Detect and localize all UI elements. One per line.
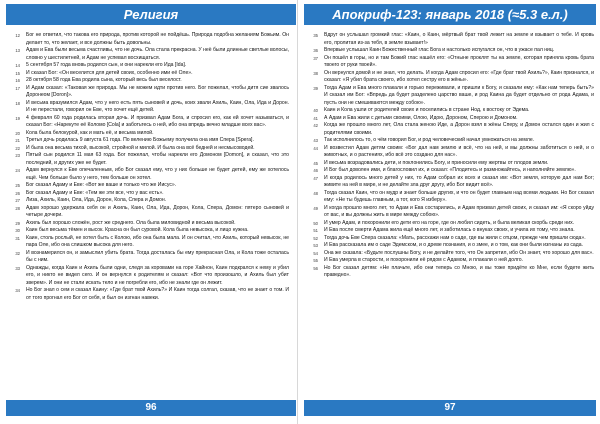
verse: [313, 174, 594, 190]
verse: [313, 47, 594, 55]
verse-number: 24: [15, 168, 20, 173]
verse-text: Он пошёл в горы, но и там Божий глас нашёл его: «Отныне проклят ты на земле, которая приняла кровь брата твоего от руки твоей».: [324, 54, 594, 68]
verse-number: 46: [313, 168, 318, 173]
verse-text: И весьма возрадовались дети, и поклонились Богу, и приносили ему жертвы от плодов земли.: [324, 159, 549, 166]
verse-number: 18: [15, 100, 20, 106]
verse-text: Так исполнилось то, о чём говорил Бог, и род человеческий начал умножаться на земле.: [324, 137, 535, 143]
verse-number: 38: [313, 70, 318, 76]
verse-text: Тогда сказал Каин, что он мудр и знает больше других, и что он будет главным над всеми людьми. Но Бог сказал ему: «Не ты будешь главным, а тот, кого Я изберу».: [324, 189, 594, 203]
verse-text: Кола была белокурой, как и мать её, и весьма милой.: [26, 129, 154, 136]
verse: [15, 144, 289, 153]
verse-number: 45: [313, 160, 318, 166]
verse: [15, 249, 289, 265]
verse-number: 42: [313, 123, 318, 128]
right-page: [302, 0, 600, 424]
verse-text: Адам хорошо удержала себя он и Ахиль, Каин, Ола, Ида, Дорон, Кола, Спера, Домон: пятеро сыновей и четыре дочери.: [26, 204, 289, 218]
verse-number: 52: [313, 235, 318, 241]
verse-text: Но Бог знал о сем и сказал Каину: «Где брат твой Ахиль?» И Каин тогда солгал, сказав, что не знает о том. И от того прогнал его Бог от себя, и был он изгнан навеки.: [26, 287, 289, 301]
page-header: [304, 4, 596, 25]
verse-text: А Адам и Ева жили с детьми своими, Олою, Идою, Дороном, Сперою и Домоном.: [324, 114, 518, 121]
verse-number: 12: [15, 33, 20, 38]
verse-text: Бог не ответил, что такова его природа, против которой не пойдёшь. Природа подобна желаниям Божьим. Он делает то, что желает, и все должны быть довольны.: [26, 32, 289, 46]
verse: [313, 69, 594, 85]
page-footer: [304, 400, 596, 416]
verse: [15, 189, 289, 198]
verse-number: 48: [313, 190, 318, 196]
verse-list: [15, 32, 289, 302]
verse-number: 29: [15, 220, 20, 226]
header-title: Апокриф-123: январь 2018 (≈5.3 е.л.): [332, 7, 568, 22]
verse: [15, 234, 289, 250]
verse-number: 17: [15, 85, 20, 91]
verse-text: Каин был весьма тёмен и высок. Красна он был суровой. Кола была невысока, и лицо нужна.: [26, 227, 249, 233]
verse-text: И умер Адам, и похоронили его дети его на горе, где он любил сидеть, и была великая скорбь среди них.: [324, 219, 575, 226]
verse: [313, 234, 594, 243]
verse-text: И Бог был доволен ими, и благословил их, и сказал: «Плодитесь и размножайтесь, и наполняйте землю».: [324, 167, 576, 173]
verse-text: И возвестил Адам детям своим: «Бог дал нам землю и всё, что на ней, и мы должны заботиться о ней, и о животных, и о растениях, ибо всё это создано для нас».: [324, 144, 594, 158]
verse-text: Тогда дочь Еве Спера сказала: «Мать, расскажи нам о саде, где вы жили с отцом, прежде чем пришли сюда».: [324, 234, 586, 241]
verse-text: Каин, столь рослый, не хотел быть с Колою, ибо она была мала. И он считал, что Ахиль, который невысок, не пара Оле, ибо она слишком высока для него.: [26, 234, 289, 248]
verse-text: Третья дочь родилась 9 августа 61 года. По велению Божьему получила она имя Спера [Spera].: [26, 137, 254, 143]
verse: [313, 167, 594, 175]
verse: [15, 204, 289, 220]
page-number: 96: [145, 402, 157, 413]
verse-text: 4 февраля 60 года родилась вторая дочь. И призвал Адам Бога, и спросил его, как ей хочет называться, и сказал Бог: «Нарекуте её Коломо [Cola] и заботьтесь о ней, ибо она впредь вечно младше всех вас».: [26, 114, 289, 128]
verse-number: 21: [15, 138, 20, 143]
verse-text: Однажды, когда Каин и Ахиль были одни, следя за коровами на горе Хайнон, Каин подкрался к нему и убил его, и никто не видел сего. И он вернулся к родителям и сказал: «Вот что произошло, и Ахиль был убит зверем». И они не стали искать тело и не погребли его, ибо не знали где он лежит.: [26, 264, 289, 286]
verse-list: [313, 32, 594, 280]
verse-text: Бог сказал Адаму и Еве: «Тем же эти все, что у вас есть».: [26, 189, 164, 196]
verse-number: 35: [313, 33, 318, 38]
verse-number: 49: [313, 205, 318, 211]
verse: [313, 122, 594, 137]
verse: [15, 62, 289, 70]
verse: [313, 257, 594, 265]
verse-number: 28: [15, 205, 20, 211]
verse-text: Но Бог сказал детям: «Не плачьте, ибо они теперь со Мною, и вы тоже придёте ко Мне, если будете жить праведно».: [324, 264, 594, 278]
verse: [313, 249, 594, 258]
verse-number: 25: [15, 183, 20, 188]
verse-number: 54: [313, 250, 318, 256]
verse-text: Лиза, Ахиль, Каин, Ола, Ида, Дорон, Кола, Спера и Домон.: [26, 197, 167, 203]
verse-text: Адам вернулся к Еве опечаленным, ибо Бог сказал ему, что у них больше не будет детей, ему же хотелось ещё. Чем больше было у него, тем больше он хотел.: [26, 167, 289, 181]
verse-text: И Ева умерла в старости, и похоронили её рядом с Адамом, и плакали о ней долго.: [324, 257, 523, 263]
header-title: Религия: [123, 7, 179, 22]
verse-number: 36: [313, 48, 318, 53]
verse-number: 31: [15, 235, 20, 241]
verse: [313, 144, 594, 160]
verse-number: 22: [15, 145, 20, 151]
verse-number: 27: [15, 198, 20, 203]
verse: [313, 114, 594, 123]
verse-text: Она же сказала: «Будьте послушны Богу, и не делайте того, что Он запретил, ибо Он знает, что хорошо для вас».: [324, 249, 594, 256]
verse-number: 43: [313, 138, 318, 143]
verse-number: 30: [15, 228, 20, 233]
verse: [15, 264, 289, 288]
verse: [15, 84, 289, 100]
verse-number: 16: [15, 78, 20, 83]
verse-text: И вознамерился он, и замыслил убить брата. Тогда досталась бы ему прекрасная Ола, и Кола тоже осталась бы с ним.: [26, 249, 289, 263]
verse: [15, 152, 289, 167]
verse-number: 37: [313, 55, 318, 61]
verse-number: 14: [15, 63, 20, 68]
verse-number: 41: [313, 115, 318, 121]
verse-number: 51: [313, 228, 318, 233]
verse-number: 26: [15, 190, 20, 196]
verse: [313, 242, 594, 250]
verse: [15, 167, 289, 182]
page-footer: [6, 400, 296, 416]
verse-number: 44: [313, 145, 318, 151]
verse-text: Каин и Кола ушли от родителей своих и поселились в стране Нод, к востоку от Эдема.: [324, 107, 530, 113]
verse-text: Вдруг он услышал громкий глас: «Каин, о Каин, мёртвый брат твой лежит на земле и взывает о тебе. И кровь его, пролитая из-за тебя, в земле взывает!»: [324, 32, 594, 46]
verse-text: Адам и Ева были весьма счастливы, что не дочь. Ола стала прекрасна. У неё были длинные светлые волосы, словно у шестилетней, и Адам не успевал восхищаться.: [26, 47, 289, 61]
verse: [313, 32, 594, 47]
verse: [15, 77, 289, 85]
verse-text: Ахиль был хорошо сложён, рост же среднего. Ола была миловидной и весьма высокой.: [26, 219, 236, 226]
verse-number: 53: [313, 243, 318, 248]
verse: [15, 32, 289, 47]
verse-number: 55: [313, 258, 318, 263]
verse: [15, 219, 289, 228]
verse-text: И весьма вразумился Адам, что у него есть пять сыновей и дочь, коих звали Ахиль, Каин, Ола, Ида и Дорон. И не перестали, говорил он Еве, что хочет ещё детей.: [26, 99, 289, 113]
verse: [15, 69, 289, 78]
verse: [15, 287, 289, 302]
verse: [313, 107, 594, 115]
verse-text: Он вернулся домой и не знал, что делать. И когда Адам спросил его: «Где брат твой Ахиль?», Каин признался, и сказал: «Я убил брата своего, ибо хотел сестру его в жёны».: [324, 69, 594, 83]
verse-number: 39: [313, 85, 318, 91]
page-number: 97: [444, 402, 456, 413]
verse: [15, 47, 289, 62]
verse: [15, 129, 289, 138]
verse: [15, 182, 289, 190]
page-header: [6, 4, 296, 25]
verse: [313, 137, 594, 145]
verse-text: И сказал Бог: «Он веселится для детей своих, особенно ими её Оле».: [26, 69, 193, 76]
verse-number: 34: [15, 288, 20, 293]
verse: [313, 159, 594, 168]
verse: [313, 189, 594, 205]
verse-number: 50: [313, 220, 318, 226]
verse-text: Когда же прошло много лет, Ола стала женою Иде, а Дорон взял в жёны Сперу, и Домон остался один и жил с родителями своими.: [324, 122, 594, 136]
verse: [15, 227, 289, 235]
verse-text: И была она весьма тихой, высокой, стройной и милой. И была она всё бедней и несмысоводей.: [26, 144, 255, 151]
verse-number: 33: [15, 265, 20, 271]
verse-number: 19: [15, 115, 20, 121]
verse-text: И когда родилось много детей у них, то Адам собрал их всех и сказал им: «Вот земля, которую дал нам Бог; живите на ней в мире, и не делайте зла друг другу, ибо Бог видит всё».: [324, 174, 594, 188]
verse: [15, 99, 289, 115]
verse-text: И Ева после смерти Адама жила ещё много лет, и заботилась о внуках своих, и учила их тому, что знала.: [324, 227, 575, 233]
left-page: [0, 0, 298, 424]
verse: [313, 219, 594, 228]
verse-text: И когда прошло много лет, то Адам и Ева состарились, и Адам призвал детей своих, и сказал им: «Я скоро уйду от вас, и вы должны жить в мире между собою».: [324, 204, 594, 218]
verse: [15, 137, 289, 145]
verse: [313, 84, 594, 108]
verse: [313, 227, 594, 235]
verse-text: Пятый сын родился 11 мая 63 года. Бог пожелал, чтобы нарекли его Домоном [Domon], и сказал, что это последний, и других уже не будет.: [26, 152, 289, 166]
verse: [15, 114, 289, 130]
verse-number: 40: [313, 108, 318, 113]
verse-text: Впервые услышал Каин Божественный глас Бога и настолько испугался он, что в ужасе пал ниц.: [324, 47, 555, 53]
verse-text: И Ева рассказала им о саде Эдемском, и о древе познания, и о змее, и о том, как они были изгнаны из сада.: [324, 242, 583, 248]
verse-number: 32: [15, 250, 20, 256]
verse-number: 13: [15, 48, 20, 53]
verse-text: Бог сказал Адаму и Еве: «Вот же ваше и только что же Иисус».: [26, 182, 177, 188]
verse: [313, 204, 594, 220]
verse-number: 20: [15, 130, 20, 136]
verse: [313, 264, 594, 280]
verse-text: Тогда Адам и Ева много плакали и горько переживали, и пришли к Богу, и сказали ему: «Как нам теперь быть?» И сказал им Бог: «Впредь да будет разделено царство ваше, и род Каина да будет отдельно от рода Адама, и пусть они не смешиваются между собою».: [324, 84, 594, 106]
verse-text: 28 октября 58 года Ева родила сына, который весь был веселост.: [26, 77, 182, 83]
verse-number: 23: [15, 153, 20, 158]
verse-text: И Адам сказал: «Таковая же природа. Мы не можем идти против него. Бог пожелал, чтобы дитя сие звалось Доронеом [Doron]».: [26, 84, 289, 98]
verse-number: 15: [15, 70, 20, 76]
verse-number: 56: [313, 265, 318, 271]
verse: [15, 197, 289, 205]
verse-text: 5 сентября 57 года вновь родился сын, и они нарекли его Ида [Ida].: [26, 62, 187, 68]
verse-number: 47: [313, 175, 318, 181]
verse: [313, 54, 594, 70]
